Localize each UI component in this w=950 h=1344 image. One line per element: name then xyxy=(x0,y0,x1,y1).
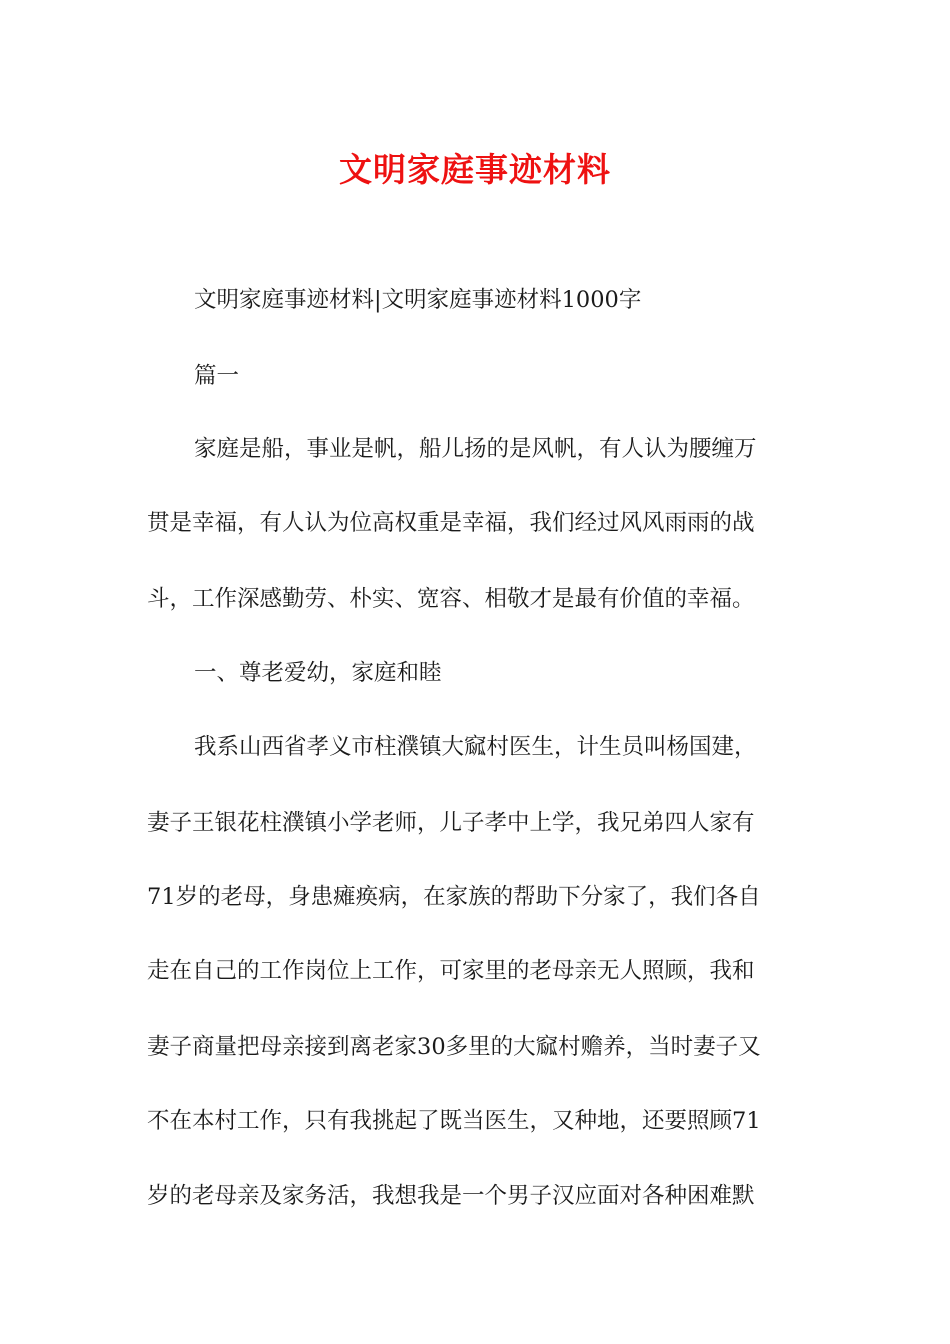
paragraph-line: 71岁的老母，身患瘫痪病，在家族的帮助下分家了，我们各自 xyxy=(147,884,761,910)
paragraph-line: 斗，工作深感勤劳、朴实、宽容、相敬才是最有价值的幸福。 xyxy=(147,586,755,612)
section-heading: 一、尊老爱幼，家庭和睦 xyxy=(194,660,442,686)
subtitle-line: 文明家庭事迹材料|文明家庭事迹材料1000字 xyxy=(194,287,642,313)
paragraph-line: 贯是幸福，有人认为位高权重是幸福，我们经过风风雨雨的战 xyxy=(147,510,755,536)
paragraph-line: 岁的老母亲及家务活，我想我是一个男子汉应面对各种困难默 xyxy=(147,1183,755,1209)
paragraph-line: 不在本村工作，只有我挑起了既当医生，又种地，还要照顾71 xyxy=(147,1108,761,1134)
paragraph-line: 走在自己的工作岗位上工作，可家里的老母亲无人照顾，我和 xyxy=(147,958,755,984)
paragraph-line: 妻子商量把母亲接到离老家30多里的大窳村赡养，当时妻子又 xyxy=(147,1034,761,1060)
section-label: 篇一 xyxy=(194,363,240,389)
document-title: 文明家庭事迹材料 xyxy=(339,150,611,189)
paragraph-line: 家庭是船，事业是帆，船儿扬的是风帆，有人认为腰缠万 xyxy=(194,436,757,462)
paragraph-line: 妻子王银花柱濮镇小学老师，儿子孝中上学，我兄弟四人家有 xyxy=(147,810,755,836)
paragraph-line: 我系山西省孝义市柱濮镇大窳村医生，计生员叫杨国建， xyxy=(194,734,757,760)
